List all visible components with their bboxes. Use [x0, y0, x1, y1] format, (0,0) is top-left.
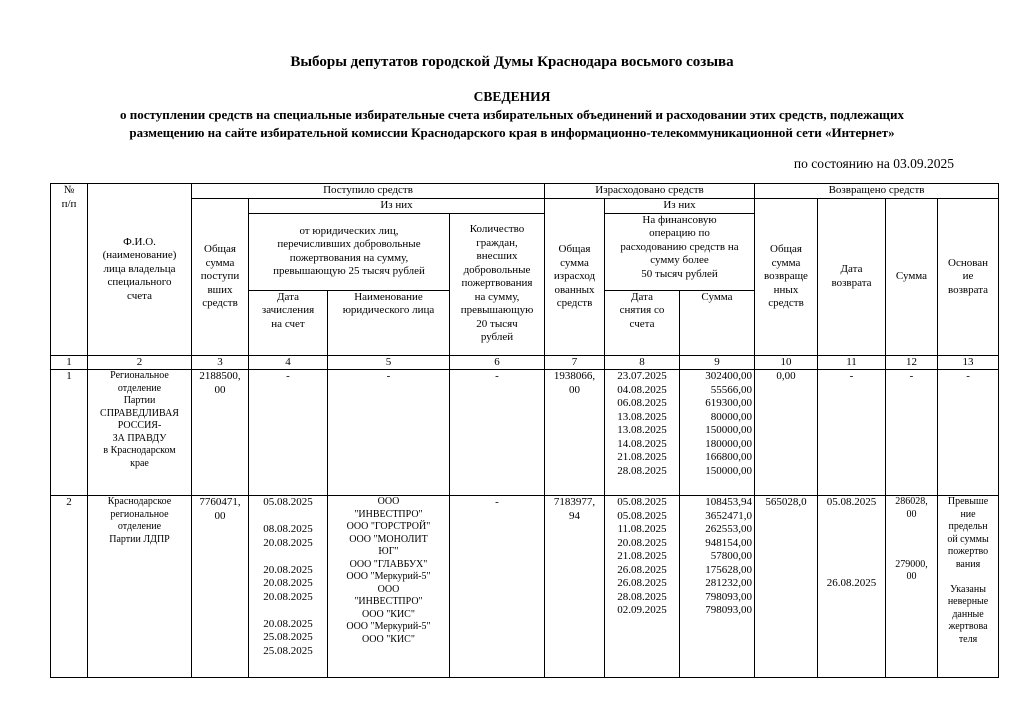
- return-dates: 05.08.2025 26.08.2025: [818, 496, 886, 678]
- header-spent: Израсходовано средств: [545, 184, 755, 199]
- return-reasons: Превыше ние предельн ой суммы пожертво вания Указаны неверные данные жертвова теля: [938, 496, 999, 678]
- report-heading: СВЕДЕНИЯ: [473, 89, 551, 104]
- citizens-count: -: [450, 370, 545, 496]
- withdraw-sums: 302400,00 55566,00 619300,00 80000,00 150000,00 180000,00 166800,00 150000,00: [680, 370, 755, 496]
- as-of-date: по состоянию на 03.09.2025: [793, 156, 954, 171]
- header-spent-total: Общая сумма израсход ованных средств: [545, 199, 605, 356]
- header-returned-total: Общая сумма возвраще нных средств: [755, 199, 818, 356]
- header-financial-operation: На финансовую операцию по расходованию средств на сумму более 50 тысяч рублей: [605, 213, 755, 290]
- header-return-reason: Основан ие возврата: [938, 199, 999, 356]
- header-return-sum: Сумма: [886, 199, 938, 356]
- header-entity-name: Наименование юридического лица: [328, 290, 450, 355]
- received-total: 2188500, 00: [192, 370, 249, 496]
- return-reasons: -: [938, 370, 999, 496]
- owner-name: Региональное отделение Партии СПРАВЕДЛИВАЯ РОССИЯ- ЗА ПРАВДУ в Краснодарском крае: [88, 370, 192, 496]
- column-number: 8: [605, 355, 680, 370]
- header-num: № п/п: [51, 184, 88, 356]
- return-sums: -: [886, 370, 938, 496]
- return-dates: -: [818, 370, 886, 496]
- returned-total: 565028,0: [755, 496, 818, 678]
- header-withdraw-date: Дата снятия со счета: [605, 290, 680, 355]
- entity-names: -: [328, 370, 450, 496]
- column-number: 3: [192, 355, 249, 370]
- column-number: 7: [545, 355, 605, 370]
- column-number: 1: [51, 355, 88, 370]
- withdraw-sums: 108453,94 3652471,0 262553,00 948154,00 57800,00 175628,00 281232,00 798093,00 798093,00: [680, 496, 755, 678]
- header-of-them-spent: Из них: [605, 199, 755, 214]
- returned-total: 0,00: [755, 370, 818, 496]
- column-number: 9: [680, 355, 755, 370]
- header-citizens: Количество граждан, внесших добровольные пожертвования на сумму, превышающую 20 тысяч рублей: [450, 213, 545, 355]
- row-num: 2: [51, 496, 88, 678]
- header-returned: Возвращено средств: [755, 184, 999, 199]
- header-received: Поступило средств: [192, 184, 545, 199]
- column-number: 4: [249, 355, 328, 370]
- header-owner: Ф.И.О. (наименование) лица владельца специального счета: [88, 184, 192, 356]
- column-number: 12: [886, 355, 938, 370]
- election-title: Выборы депутатов городской Думы Краснодара восьмого созыва: [290, 54, 734, 70]
- column-number: 5: [328, 355, 450, 370]
- credit-dates: 05.08.2025 08.08.2025 20.08.2025 20.08.2025 20.08.2025 20.08.2025 20.08.2025 25.08.2025 25.08.2025: [249, 496, 328, 678]
- column-number: 6: [450, 355, 545, 370]
- received-total: 7760471, 00: [192, 496, 249, 678]
- column-number: 13: [938, 355, 999, 370]
- withdraw-dates: 05.08.2025 05.08.2025 11.08.2025 20.08.2025 21.08.2025 26.08.2025 26.08.2025 28.08.2025 02.09.2025: [605, 496, 680, 678]
- header-received-total: Общая сумма поступи вших средств: [192, 199, 249, 356]
- header-legal-entities: от юридических лиц, перечисливших добровольные пожертвования на сумму, превышающую 25 тысяч рублей: [249, 213, 450, 290]
- owner-name: Краснодарское региональное отделение Партии ЛДПР: [88, 496, 192, 678]
- funds-table: [50, 183, 999, 678]
- citizens-count: -: [450, 496, 545, 678]
- header-return-date: Дата возврата: [818, 199, 886, 356]
- credit-dates: -: [249, 370, 328, 496]
- table-row: [51, 370, 999, 496]
- withdraw-dates: 23.07.2025 04.08.2025 06.08.2025 13.08.2025 13.08.2025 14.08.2025 21.08.2025 28.08.2025: [605, 370, 680, 496]
- spent-total: 7183977, 94: [545, 496, 605, 678]
- row-num: 1: [51, 370, 88, 496]
- header-credit-date: Дата зачисления на счет: [249, 290, 328, 355]
- header-of-them: Из них: [249, 199, 545, 214]
- spent-total: 1938066, 00: [545, 370, 605, 496]
- header-withdraw-sum: Сумма: [680, 290, 755, 355]
- entity-names: ООО "ИНВЕСТПРО" ООО "ГОРСТРОЙ" ООО "МОНОЛИТ ЮГ" ООО "ГЛАВБУХ" ООО "Меркурий-5" ООО "ИНВЕСТПРО" ООО "КИС" ООО "Меркурий-5" ООО "КИС": [328, 496, 450, 678]
- column-number: 10: [755, 355, 818, 370]
- table-row: [51, 496, 999, 678]
- report-subheading: о поступлении средств на специальные избирательные счета избирательных объединений и расходовании этих средств, подлежащих размещению на сайте избирательной комиссии Краснодарского края в информационно-телекоммуникационной сети «Интернет»: [120, 107, 904, 140]
- column-number: 2: [88, 355, 192, 370]
- column-number: 11: [818, 355, 886, 370]
- return-sums: 286028, 00 279000, 00: [886, 496, 938, 678]
